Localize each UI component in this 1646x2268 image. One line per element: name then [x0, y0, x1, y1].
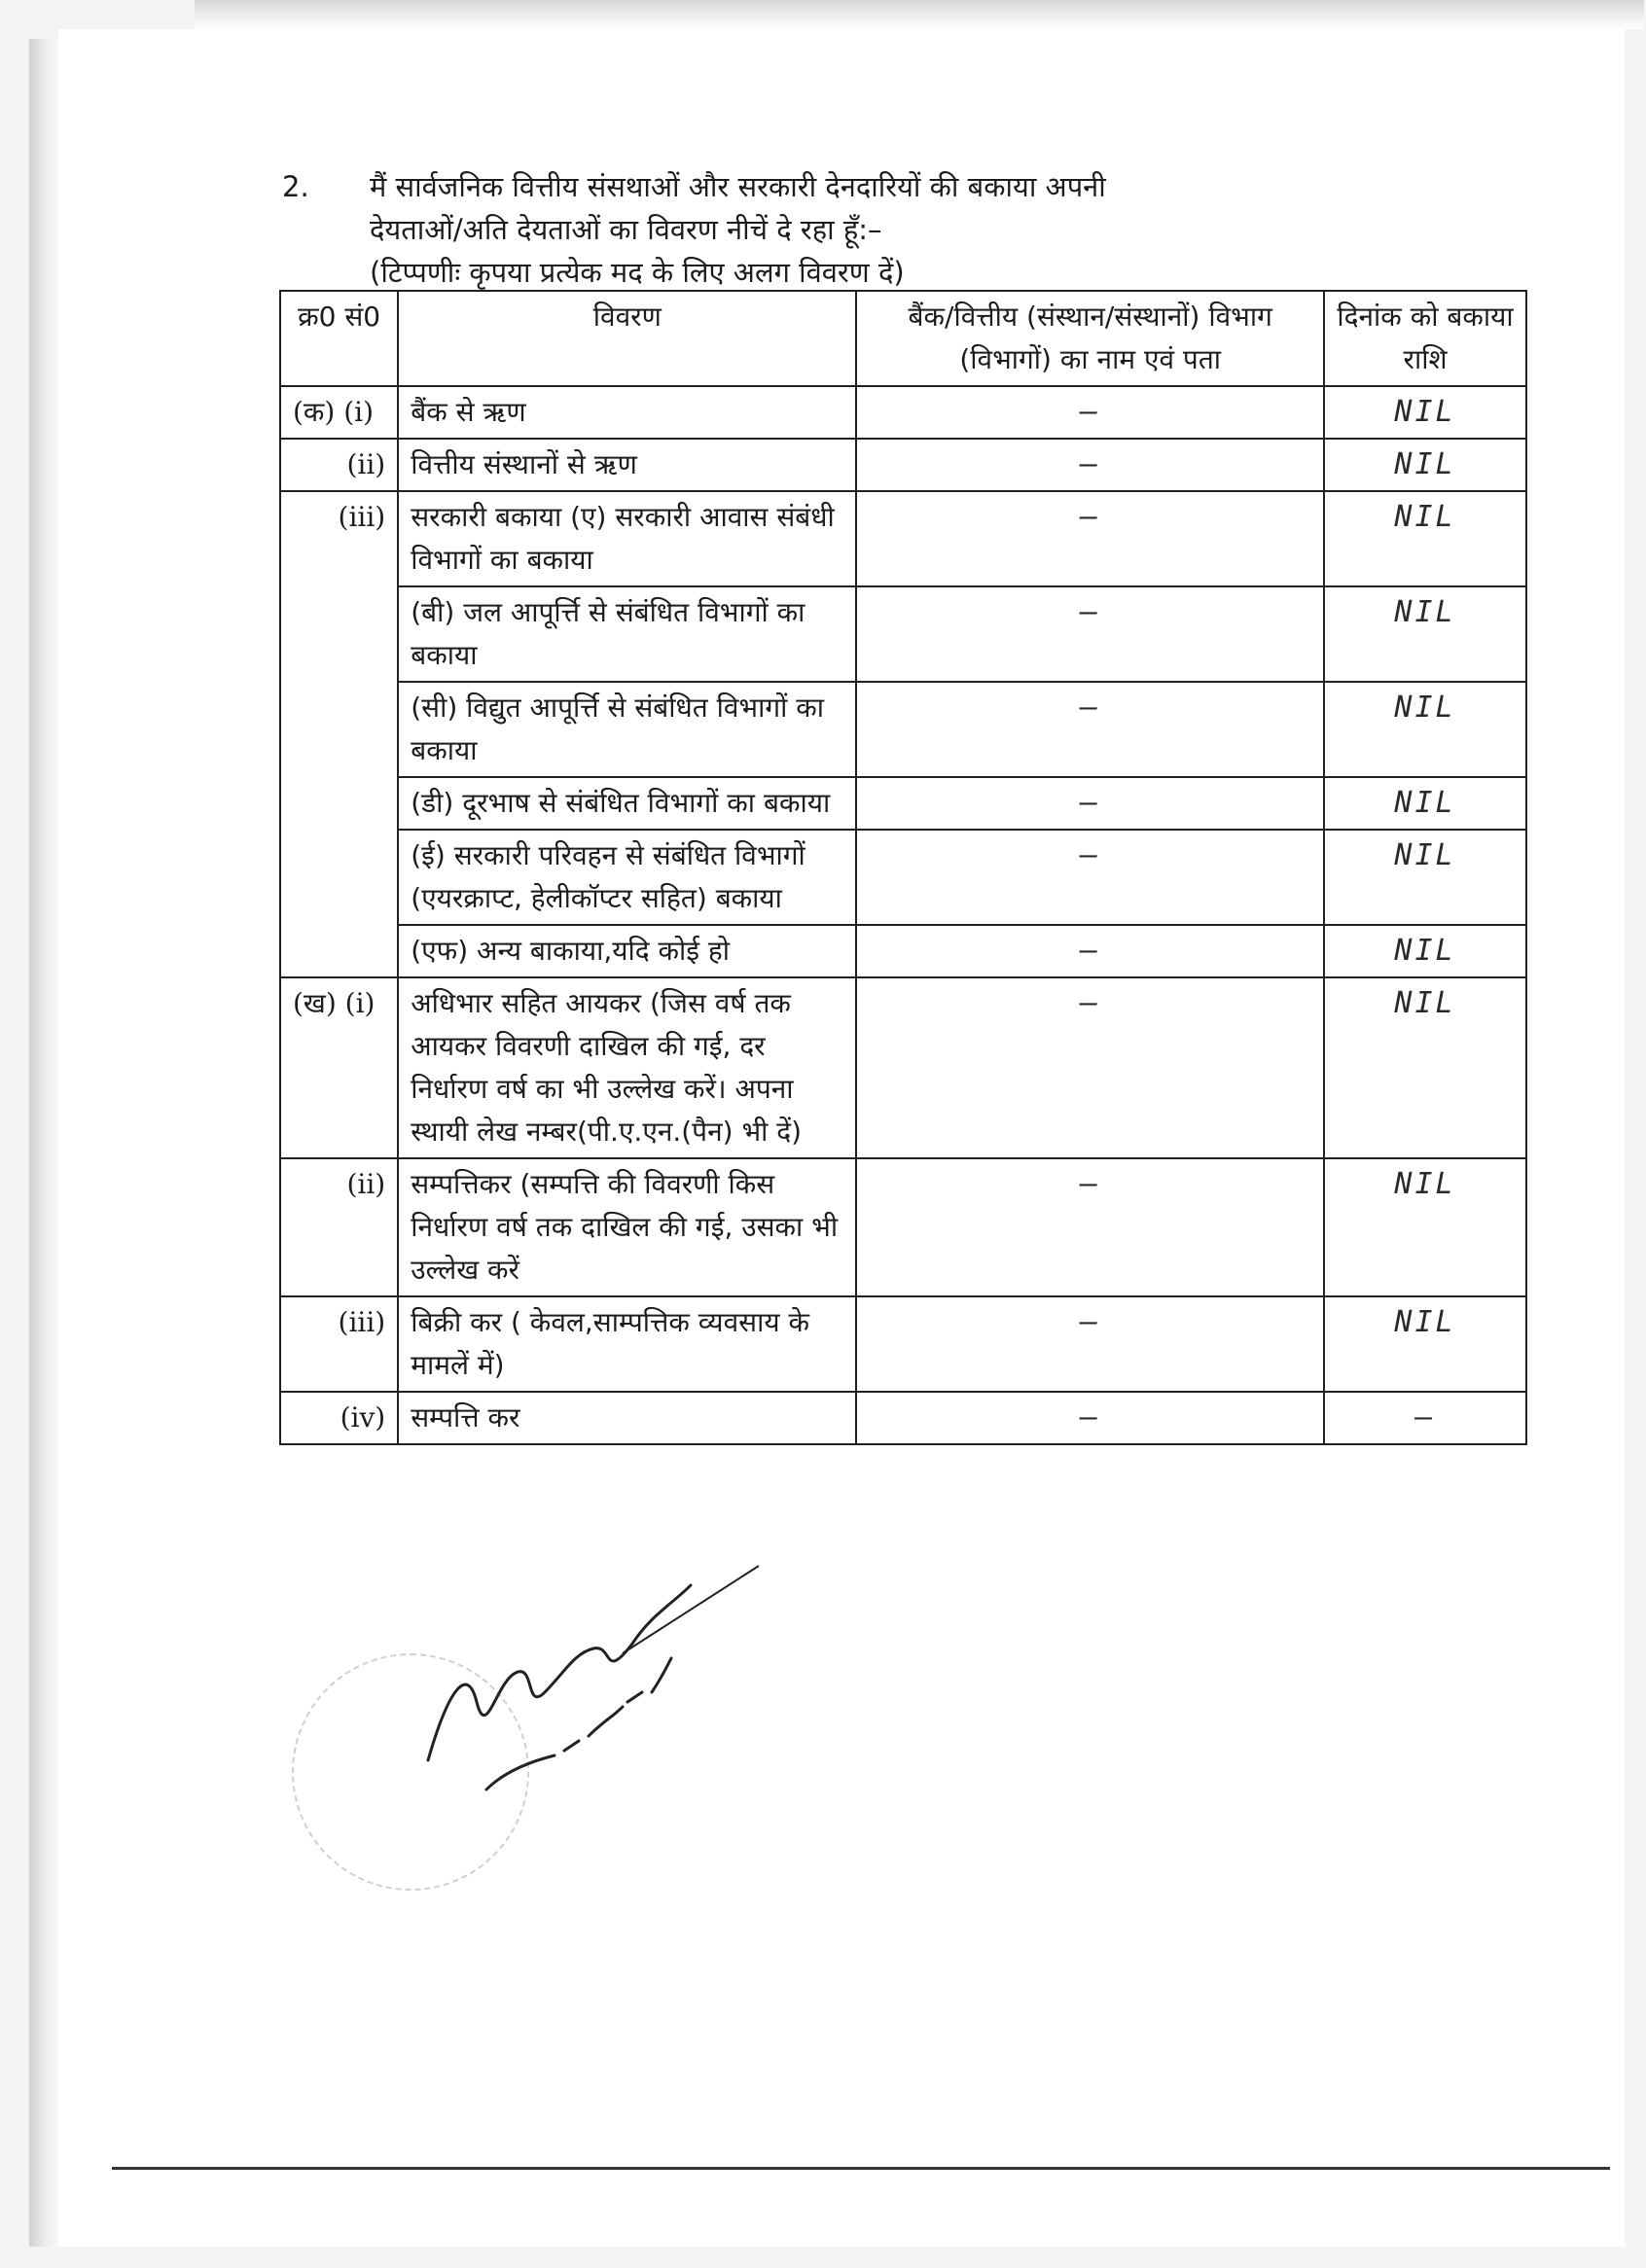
row-bank-entry: — — [856, 1296, 1324, 1392]
row-description: बिक्री कर ( केवल,साम्पत्तिक व्यवसाय के मामलें में) — [398, 1296, 856, 1392]
row-amount: NIL — [1324, 586, 1526, 682]
row-amount: NIL — [1324, 925, 1526, 977]
row-description: (एफ) अन्य बाकाया,यदि कोई हो — [398, 925, 856, 977]
table-row — [280, 439, 1526, 491]
row-serial-no: (iii) — [280, 1296, 398, 1392]
heading-note: (टिप्पणीः कृपया प्रत्येक मद के लिए अलग विवरण दें) — [370, 256, 905, 289]
table-header-row — [280, 291, 1526, 386]
page-bottom-rule — [112, 2167, 1610, 2170]
row-serial-no — [280, 682, 398, 777]
row-serial-no: (ख) (i) — [280, 977, 398, 1158]
row-amount: NIL — [1324, 682, 1526, 777]
table-row — [280, 925, 1526, 977]
row-serial-no — [280, 586, 398, 682]
row-bank-entry: — — [856, 439, 1324, 491]
heading-line-1: मैं सार्वजनिक वित्तीय संसथाओं और सरकारी देनदारियों की बकाया अपनी — [370, 170, 1106, 203]
row-description: (बी) जल आपूर्त्ति से संबंधित विभागों का बकाया — [398, 586, 856, 682]
row-bank-entry: — — [856, 682, 1324, 777]
scan-shadow-top — [195, 0, 1644, 29]
header-amount-due: दिनांक को बकाया राशि — [1324, 291, 1526, 386]
row-amount: NIL — [1324, 491, 1526, 586]
row-amount: NIL — [1324, 386, 1526, 439]
row-bank-entry: — — [856, 586, 1324, 682]
liabilities-table — [279, 290, 1527, 1445]
row-description: सम्पत्तिकर (सम्पत्ति की विवरणी किस निर्धारण वर्ष तक दाखिल की गई, उसका भी उल्लेख करें — [398, 1158, 856, 1296]
row-description: सरकारी बकाया (ए) सरकारी आवास संबंधी विभागों का बकाया — [398, 491, 856, 586]
header-bank-name-address: बैंक/वित्तीय (संस्थान/संस्थानों) विभाग (विभागों) का नाम एवं पता — [856, 291, 1324, 386]
header-description: विवरण — [398, 291, 856, 386]
row-description: (डी) दूरभाष से संबंधित विभागों का बकाया — [398, 777, 856, 830]
row-amount: NIL — [1324, 977, 1526, 1158]
row-serial-no: (ii) — [280, 1158, 398, 1296]
table-row — [280, 491, 1526, 586]
row-amount: NIL — [1324, 777, 1526, 830]
header-serial-no: क्र0 सं0 — [280, 291, 398, 386]
row-serial-no: (क) (i) — [280, 386, 398, 439]
row-amount: — — [1324, 1392, 1526, 1444]
table-row — [280, 386, 1526, 439]
table-row — [280, 977, 1526, 1158]
row-description: बैंक से ऋण — [398, 386, 856, 439]
table-row — [280, 586, 1526, 682]
row-bank-entry: — — [856, 1158, 1324, 1296]
table-row — [280, 1158, 1526, 1296]
row-bank-entry: — — [856, 977, 1324, 1158]
row-amount: NIL — [1324, 439, 1526, 491]
section-heading — [282, 165, 1372, 294]
row-bank-entry: — — [856, 925, 1324, 977]
row-bank-entry: — — [856, 777, 1324, 830]
row-bank-entry: — — [856, 830, 1324, 925]
table-row — [280, 1392, 1526, 1444]
table-row — [280, 1296, 1526, 1392]
row-serial-no — [280, 925, 398, 977]
row-description: अधिभार सहित आयकर (जिस वर्ष तक आयकर विवरणी दाखिल की गई, दर निर्धारण वर्ष का भी उल्लेख करें। अपना स्थायी लेख नम्बर(पी.ए.एन.(पैन) भी दें) — [398, 977, 856, 1158]
table-row — [280, 682, 1526, 777]
row-amount: NIL — [1324, 1158, 1526, 1296]
table-row — [280, 830, 1526, 925]
handwritten-signature — [409, 1546, 759, 1799]
heading-line-2: देयताओं/अति देयताओं का विवरण नीचें दे रहा हूँ:– — [370, 213, 882, 246]
row-description: (सी) विद्युत आपूर्त्ति से संबंधित विभागों का बकाया — [398, 682, 856, 777]
table-row — [280, 777, 1526, 830]
row-description: वित्तीय संस्थानों से ऋण — [398, 439, 856, 491]
section-number: 2. — [282, 170, 309, 203]
row-description: (ई) सरकारी परिवहन से संबंधित विभागों (एयरक्राप्ट, हेलीकॉप्टर सहित) बकाया — [398, 830, 856, 925]
row-description: सम्पत्ति कर — [398, 1392, 856, 1444]
row-serial-no: (iv) — [280, 1392, 398, 1444]
row-amount: NIL — [1324, 830, 1526, 925]
row-bank-entry: — — [856, 1392, 1324, 1444]
row-amount: NIL — [1324, 1296, 1526, 1392]
row-serial-no: (iii) — [280, 491, 398, 586]
row-bank-entry: — — [856, 386, 1324, 439]
row-serial-no — [280, 830, 398, 925]
row-bank-entry: — — [856, 491, 1324, 586]
row-serial-no: (ii) — [280, 439, 398, 491]
row-serial-no — [280, 777, 398, 830]
